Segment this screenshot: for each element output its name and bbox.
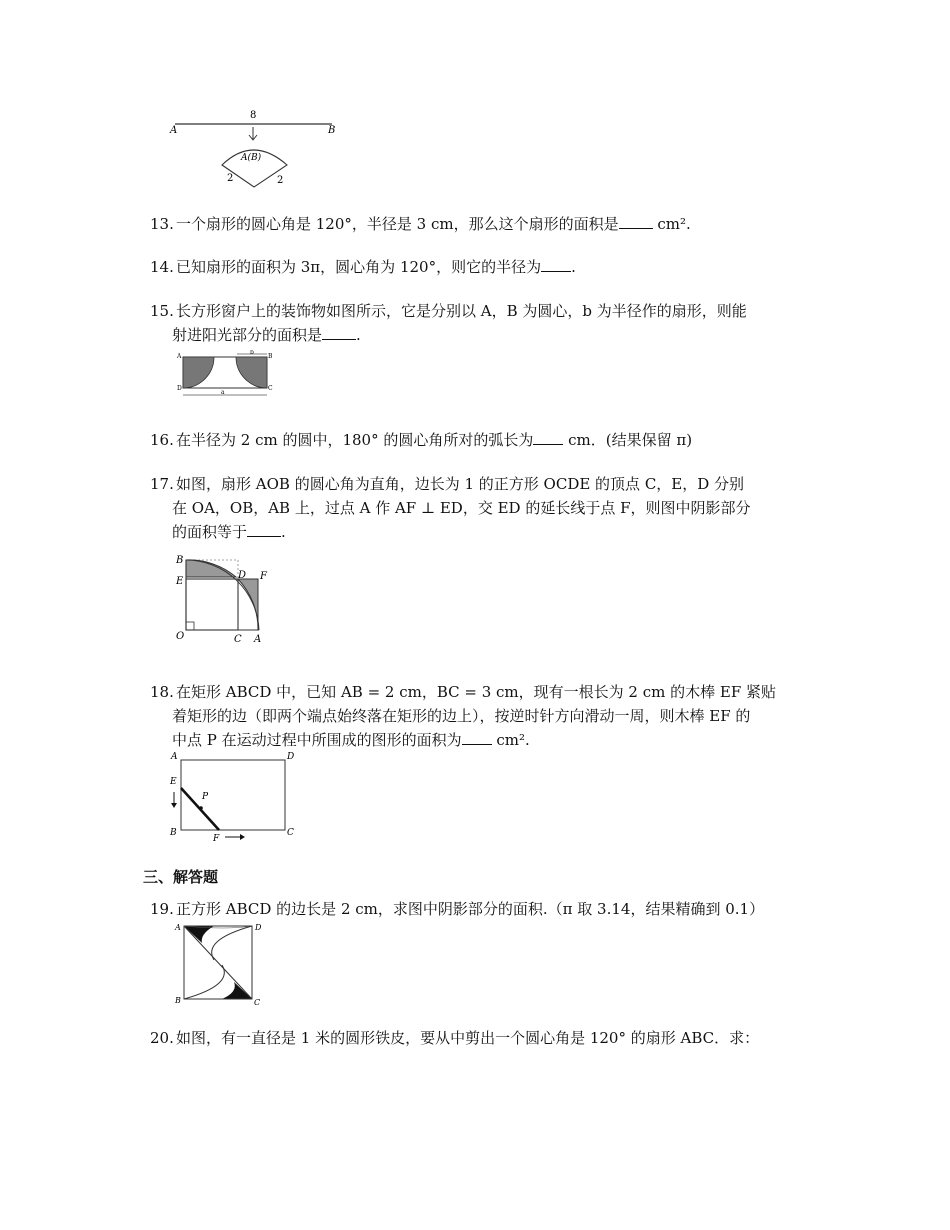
midpoint-p [199, 806, 203, 810]
figure-12 [165, 105, 345, 190]
label-b: B [176, 555, 184, 566]
question-text: 如图，有一直径是 1 米的圆形铁皮，要从中剪出一个圆心角是 120° 的扇形 ABC．求： [176, 1029, 760, 1047]
question-number: 15. [150, 302, 174, 320]
right-angle-mark [186, 622, 194, 630]
label-c: C [287, 828, 294, 838]
question-number: 16. [150, 431, 174, 449]
arrowhead-right-icon [240, 834, 245, 840]
answer-blank[interactable] [247, 522, 281, 537]
answer-blank[interactable] [541, 257, 571, 272]
arc-upper [212, 926, 252, 960]
tail-text: cm．(结果保留 π) [563, 431, 693, 449]
side-right-label: 2 [277, 175, 284, 186]
label-top-b: b [250, 350, 254, 356]
question-20 [150, 1026, 815, 1050]
question-text: 在半径为 2 cm 的圆中，180° 的圆心角所对的弧长为 [176, 431, 534, 449]
label-d: D [177, 385, 182, 392]
label-bottom-a: a [221, 389, 225, 396]
unit-text: cm². [491, 731, 530, 749]
label-d: D [255, 923, 262, 932]
question-line-2: 着矩形的边（即两个端点始终落在矩形的边上），按逆时针方向滑动一周，则木棒 EF 的 [172, 707, 751, 725]
question-17 [150, 472, 815, 544]
arc-lower [184, 965, 224, 999]
tail-text: . [356, 326, 361, 344]
label-a: A [175, 923, 181, 932]
unit-text: cm². [652, 215, 691, 233]
question-line-2: 在 OA，OB，AB 上，过点 A 作 AF ⊥ ED，交 ED 的延长线于点 F，则图中阴影部分 [172, 499, 751, 517]
figure-15 [175, 350, 275, 400]
label-d: D [287, 752, 295, 762]
shaded-region-bottom [222, 982, 252, 999]
rectangle-abcd [181, 760, 285, 830]
question-line-3: 的面积等于 [172, 523, 248, 541]
answer-blank[interactable] [533, 430, 563, 445]
question-line-3: 中点 P 在运动过程中所围成的图形的面积为 [172, 731, 462, 749]
question-13 [150, 212, 815, 236]
answer-blank[interactable] [619, 214, 653, 229]
shaded-region-top [184, 926, 214, 943]
question-14 [150, 255, 815, 279]
label-b: B [175, 996, 181, 1005]
question-number: 18. [150, 683, 174, 701]
shaded-region-top [186, 560, 236, 577]
shaded-region-right [238, 579, 258, 630]
question-number: 13. [150, 215, 174, 233]
answer-blank[interactable] [322, 325, 356, 340]
question-number: 14. [150, 258, 174, 276]
label-d: D [238, 570, 247, 581]
label-e: E [170, 777, 177, 787]
question-text: 正方形 ABCD 的边长是 2 cm，求图中阴影部分的面积.（π 取 3.14，结果精确到 0.1） [176, 900, 765, 918]
label-b: B [328, 125, 336, 136]
question-line-1: 在矩形 ABCD 中，已知 AB = 2 cm，BC = 3 cm，现有一根长为 2 cm 的木棒 EF 紧贴 [176, 683, 777, 701]
label-a: A [177, 353, 182, 360]
tail-text: . [281, 523, 286, 541]
question-line-1: 如图，扇形 AOB 的圆心角为直角，边长为 1 的正方形 OCDE 的顶点 C，E，D 分别 [176, 475, 745, 493]
label-a: A [171, 752, 178, 762]
label-a: A [170, 125, 178, 136]
label-f: F [260, 571, 267, 582]
question-line-2: 射进阳光部分的面积是 [172, 326, 323, 344]
question-number: 20. [150, 1029, 174, 1047]
diagonal-ac [184, 926, 252, 999]
label-b: B [170, 828, 177, 838]
label-f: F [213, 834, 220, 844]
question-16 [150, 428, 815, 452]
label-c: C [268, 385, 273, 392]
label-o: O [176, 631, 185, 642]
label-c: C [254, 998, 261, 1007]
question-number: 17. [150, 475, 174, 493]
question-text: 已知扇形的面积为 3π，圆心角为 120°，则它的半径为 [176, 258, 542, 276]
question-19 [150, 897, 815, 921]
side-left-label: 2 [227, 173, 234, 184]
label-c: C [234, 634, 242, 645]
label-p: P [202, 792, 209, 802]
question-number: 19. [150, 900, 174, 918]
label-b: B [268, 353, 273, 360]
figure-17 [172, 552, 277, 647]
label-e: E [176, 576, 184, 587]
arrowhead-down-icon [171, 803, 177, 808]
question-18 [150, 680, 815, 752]
question-line-1: 长方形窗户上的装饰物如图所示，它是分别以 A，B 为圆心，b 为半径作的扇形，则能 [176, 302, 747, 320]
sector-label: A(B) [241, 153, 262, 163]
question-15 [150, 299, 815, 347]
question-text: 一个扇形的圆心角是 120°，半径是 3 cm，那么这个扇形的面积是 [176, 215, 619, 233]
length-label: 8 [250, 110, 257, 121]
answer-blank[interactable] [462, 730, 492, 745]
section-title: 三、解答题 [143, 868, 219, 886]
tail-text: . [571, 258, 576, 276]
figure-19 [172, 920, 267, 1008]
figure-18 [165, 750, 300, 845]
label-a: A [254, 634, 262, 645]
